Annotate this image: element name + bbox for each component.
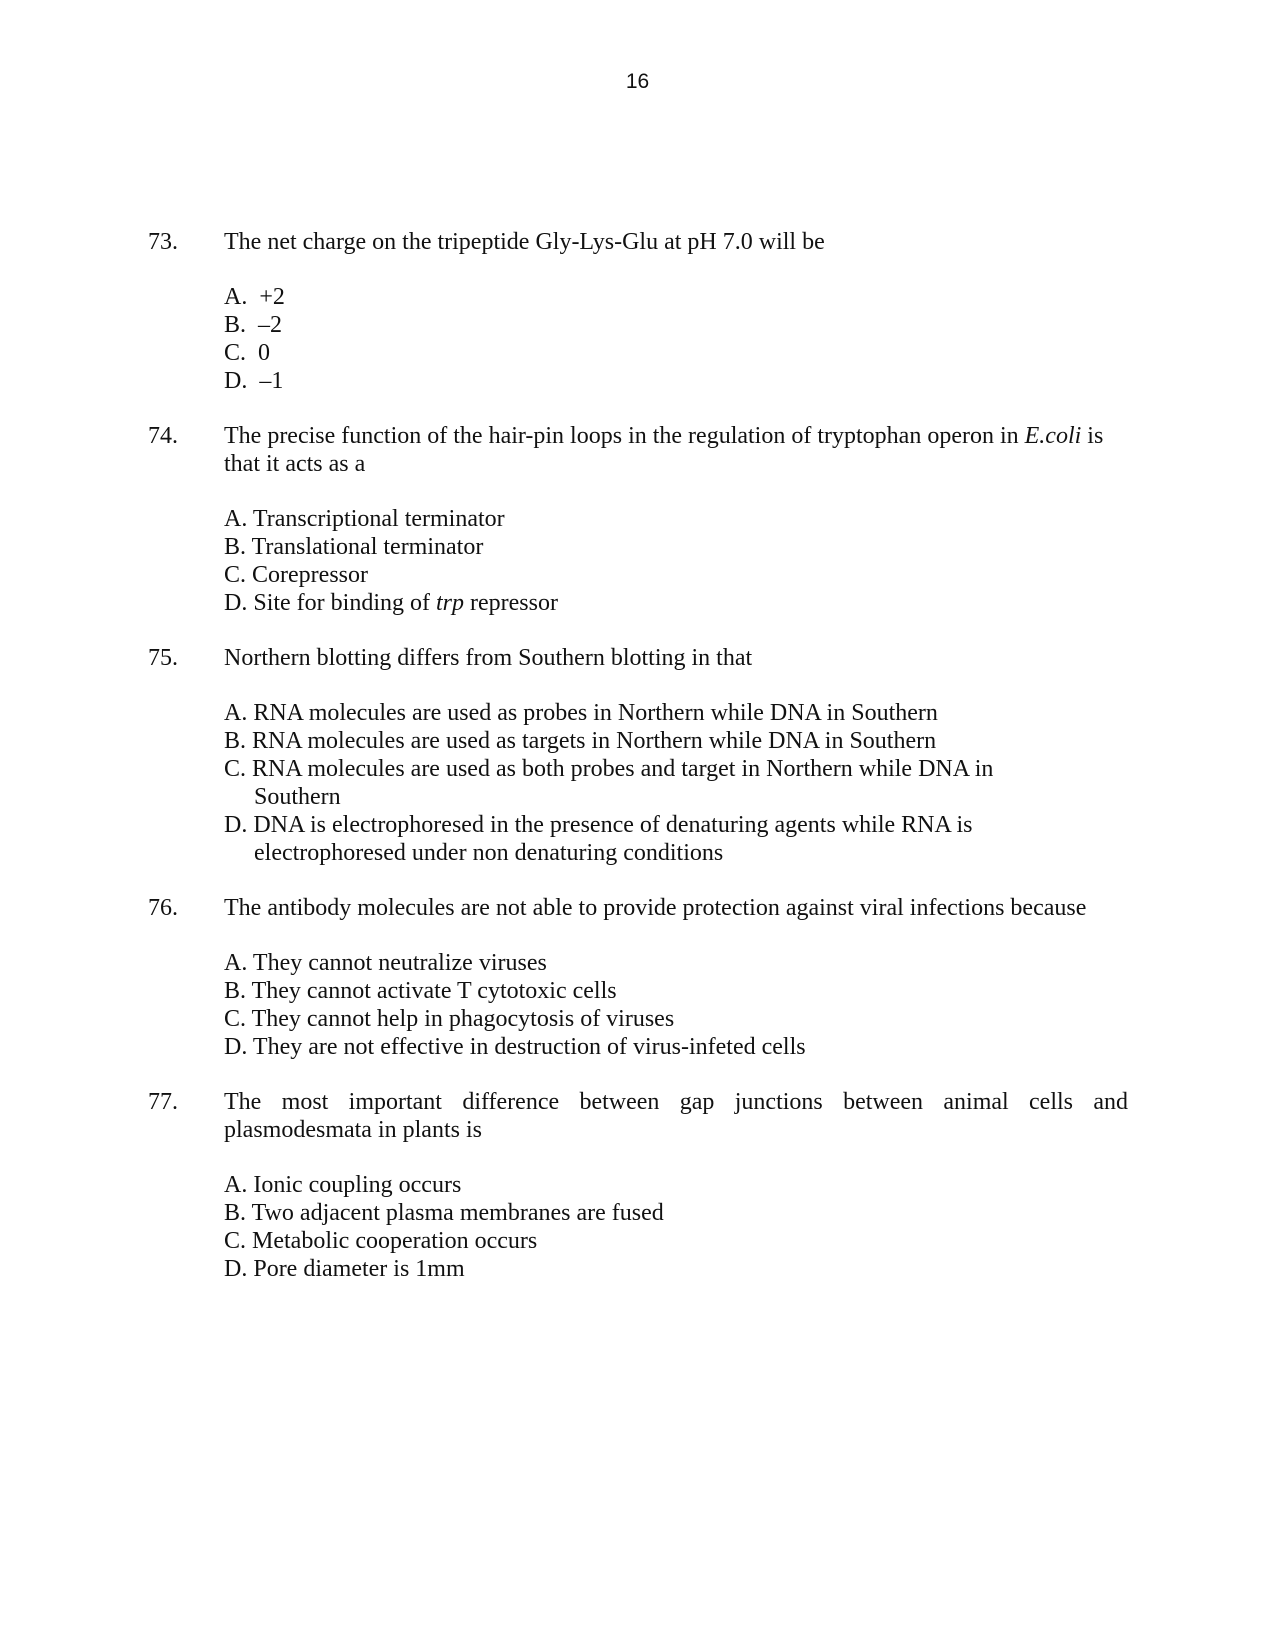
option-letter: B.: [224, 1200, 247, 1226]
question-list: [148, 228, 1128, 1310]
option-letter: C.: [224, 756, 247, 782]
option-list: [224, 949, 1128, 1061]
option-letter: C.: [224, 340, 247, 366]
option-b: [224, 977, 1128, 1005]
option-list: [224, 505, 1128, 617]
option-a: [224, 949, 1128, 977]
question-75: [148, 644, 1128, 867]
option-text-before: Site for binding of: [253, 590, 436, 616]
option-letter: C.: [224, 562, 247, 588]
page-number: 16: [625, 70, 650, 93]
option-a: [224, 283, 1128, 311]
option-text: They cannot activate T cytotoxic cells: [251, 978, 617, 1004]
option-b: [224, 533, 1128, 561]
question-number: 75.: [148, 645, 178, 671]
option-letter: B.: [224, 312, 247, 338]
option-letter: B.: [224, 728, 247, 754]
question-body: [224, 228, 1128, 395]
organism-name: E.coli: [1024, 423, 1082, 449]
option-letter: A.: [224, 506, 248, 532]
question-text: [224, 422, 1128, 478]
option-letter: D.: [224, 812, 248, 838]
question-text: The net charge on the tripeptide Gly-Lys-Glu at pH 7.0 will be: [224, 229, 825, 255]
option-letter: D.: [224, 590, 248, 616]
option-text: +2: [259, 284, 285, 310]
option-letter: B.: [224, 978, 247, 1004]
option-list: [224, 283, 1128, 395]
option-c: [224, 561, 1128, 589]
option-c: [224, 1227, 1128, 1255]
option-letter: A.: [224, 950, 248, 976]
question-text: Northern blotting differs from Southern blotting in that: [224, 645, 753, 671]
option-b: [224, 311, 1128, 339]
question-number: 73.: [148, 229, 178, 255]
option-d: [224, 589, 1128, 617]
option-letter: C.: [224, 1228, 247, 1254]
question-number: 76.: [148, 895, 178, 921]
option-d: [224, 811, 1014, 867]
option-text: Ionic coupling occurs: [253, 1172, 462, 1198]
option-text: Corepressor: [252, 562, 368, 588]
option-letter: A.: [224, 700, 248, 726]
option-text: Transcriptional terminator: [252, 506, 505, 532]
option-text: They cannot help in phagocytosis of viruses: [251, 1006, 675, 1032]
option-text: DNA is electrophoresed in the presence of denaturing agents while RNA is electrophoresed under non denaturing conditions: [253, 812, 973, 866]
option-b: [224, 727, 1128, 755]
option-text: Translational terminator: [251, 534, 484, 560]
question-text-main: The precise function of the hair-pin loops in the regulation of tryptophan operon in: [224, 423, 1025, 449]
option-d: [224, 1255, 1128, 1283]
question-74: [148, 422, 1128, 617]
option-letter: C.: [224, 1006, 247, 1032]
question-text: The most important difference between gap junctions between animal cells and plasmodesmata in plants is: [224, 1089, 1128, 1143]
option-text-after: repressor: [464, 590, 558, 616]
option-c: [224, 1005, 1128, 1033]
question-77: [148, 1088, 1128, 1283]
question-body: [224, 1088, 1128, 1283]
option-text: They are not effective in destruction of virus-infeted cells: [252, 1034, 806, 1060]
option-text: RNA molecules are used as both probes and target in Northern while DNA in Southern: [252, 756, 994, 810]
option-list: [224, 1171, 1128, 1283]
option-text: They cannot neutralize viruses: [252, 950, 547, 976]
option-a: [224, 1171, 1128, 1199]
option-c: [224, 339, 1128, 367]
option-a: [224, 699, 1128, 727]
question-73: [148, 228, 1128, 395]
option-a: [224, 505, 1128, 533]
question-text: The antibody molecules are not able to provide protection against viral infections because: [224, 895, 1087, 921]
question-number: 74.: [148, 423, 178, 449]
option-text: Two adjacent plasma membranes are fused: [251, 1200, 664, 1226]
option-d: [224, 1033, 1128, 1061]
option-text: RNA molecules are used as probes in Northern while DNA in Southern: [253, 700, 938, 726]
question-text-end: is that it acts as a: [224, 423, 1104, 477]
option-text: –2: [258, 312, 283, 338]
option-list: [224, 699, 1128, 867]
option-text: –1: [259, 368, 284, 394]
option-letter: A.: [224, 284, 248, 310]
option-letter: A.: [224, 1172, 248, 1198]
question-number: 77.: [148, 1089, 178, 1115]
option-letter: D.: [224, 368, 248, 394]
question-76: [148, 894, 1128, 1061]
option-letter: B.: [224, 534, 247, 560]
option-letter: D.: [224, 1034, 248, 1060]
question-body: [224, 422, 1128, 617]
option-text: 0: [258, 340, 271, 366]
gene-name: trp: [436, 590, 465, 616]
option-text: Metabolic cooperation occurs: [252, 1228, 538, 1254]
option-text: RNA molecules are used as targets in Northern while DNA in Southern: [252, 728, 937, 754]
option-b: [224, 1199, 1128, 1227]
option-d: [224, 367, 1128, 395]
option-letter: D.: [224, 1256, 248, 1282]
option-text: Pore diameter is 1mm: [253, 1256, 465, 1282]
question-body: [224, 644, 1128, 867]
question-body: [224, 894, 1128, 1061]
option-c: [224, 755, 1044, 811]
